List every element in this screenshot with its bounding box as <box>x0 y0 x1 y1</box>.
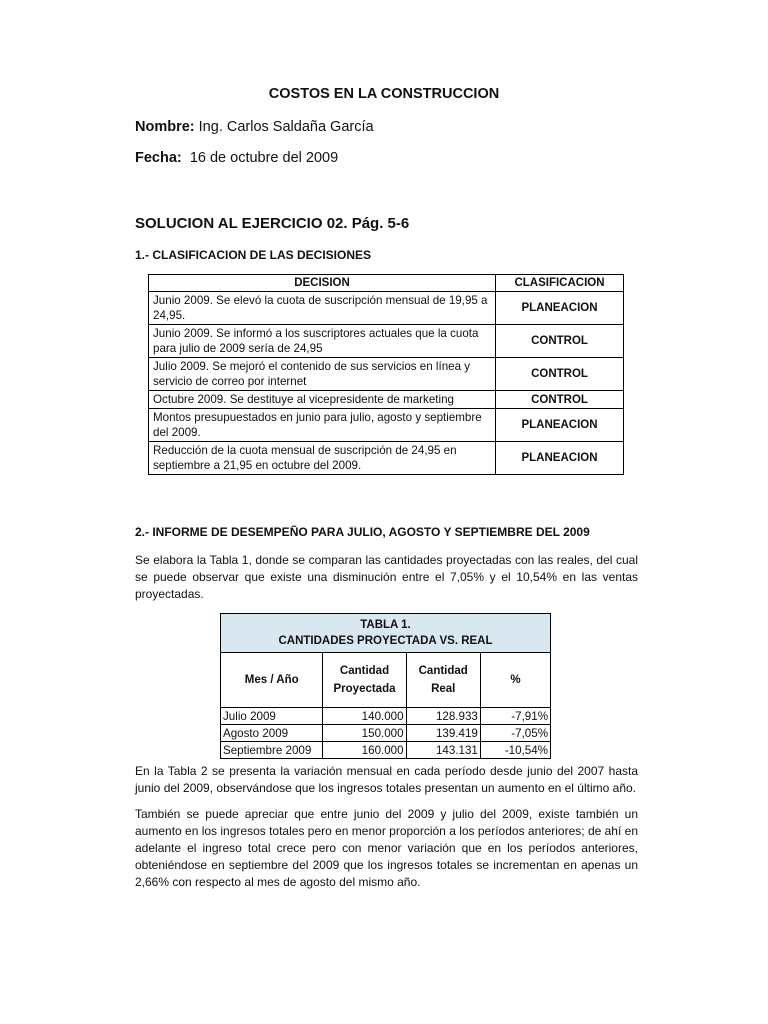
section1-heading: 1.- CLASIFICACION DE LAS DECISIONES <box>135 248 372 262</box>
tabla1-caption-line2: CANTIDADES PROYECTADA VS. REAL <box>278 635 493 647</box>
real-cell: 143.131 <box>406 742 480 759</box>
real-cell: 139.419 <box>406 725 480 742</box>
tabla1 <box>220 613 551 759</box>
tabla1-caption-row <box>221 614 551 653</box>
pct-cell: -7,05% <box>480 725 550 742</box>
tabla1-caption <box>221 614 551 653</box>
proyectada-column-header: Cantidad Proyectada <box>323 653 406 708</box>
decision-cell: Junio 2009. Se elevó la cuota de suscripción mensual de 19,95 a 24,95. <box>149 292 496 325</box>
clasificacion-cell: CONTROL <box>496 358 624 391</box>
tabla1-header-row <box>221 653 551 708</box>
clasificacion-cell: CONTROL <box>496 391 624 409</box>
fecha-line <box>135 150 338 166</box>
table-row <box>149 358 624 391</box>
fecha-label: Fecha: <box>135 150 182 166</box>
table-row <box>221 725 551 742</box>
decision-cell: Reducción de la cuota mensual de suscripción de 24,95 en septiembre a 21,95 en octubre del 2009. <box>149 442 496 475</box>
pct-cell: -7,91% <box>480 708 550 725</box>
nombre-label: Nombre: <box>135 119 195 135</box>
nombre-line <box>135 119 374 135</box>
section2-heading: 2.- INFORME DE DESEMPEÑO PARA JULIO, AGOSTO Y SEPTIEMBRE DEL 2009 <box>135 525 590 539</box>
tabla1-caption-line1: TABLA 1. <box>360 619 411 631</box>
table-row <box>149 325 624 358</box>
decisions-table <box>148 274 624 475</box>
clasificacion-column-header: CLASIFICACION <box>496 275 624 292</box>
mes-cell: Agosto 2009 <box>221 725 323 742</box>
proyectada-cell: 140.000 <box>323 708 406 725</box>
fecha-value: 16 de octubre del 2009 <box>189 150 339 166</box>
table-row <box>149 442 624 475</box>
pct-cell: -10,54% <box>480 742 550 759</box>
proyectada-cell: 160.000 <box>323 742 406 759</box>
pct-column-header: % <box>480 653 550 708</box>
clasificacion-cell: PLANEACION <box>496 292 624 325</box>
paragraph-1: Se elabora la Tabla 1, donde se comparan las cantidades proyectadas con las reales, del cual se puede observar que existe una disminución entre el 7,05% y el 10,54% en las ventas proyectadas. <box>135 553 638 601</box>
paragraph-2: En la Tabla 2 se presenta la variación mensual en cada período desde junio del 2007 hasta junio del 2009, observándose que los ingresos totales presentan un aumento en el último año. <box>135 764 638 795</box>
decisions-header-row <box>149 275 624 292</box>
decision-cell: Julio 2009. Se mejoró el contenido de sus servicios en línea y servicio de correo por internet <box>149 358 496 391</box>
table-row <box>221 708 551 725</box>
clasificacion-cell: CONTROL <box>496 325 624 358</box>
real-cell: 128.933 <box>406 708 480 725</box>
proyectada-cell: 150.000 <box>323 725 406 742</box>
clasificacion-cell: PLANEACION <box>496 442 624 475</box>
mes-column-header: Mes / Año <box>221 653 323 708</box>
decision-cell: Junio 2009. Se informó a los suscriptores actuales que la cuota para julio de 2009 sería de 24,95 <box>149 325 496 358</box>
table-row <box>149 409 624 442</box>
real-column-header: Cantidad Real <box>406 653 480 708</box>
mes-cell: Julio 2009 <box>221 708 323 725</box>
clasificacion-cell: PLANEACION <box>496 409 624 442</box>
document-title: COSTOS EN LA CONSTRUCCION <box>268 86 500 102</box>
table-row <box>149 292 624 325</box>
decision-column-header: DECISION <box>149 275 496 292</box>
table-row <box>221 742 551 759</box>
table-row <box>149 391 624 409</box>
solucion-heading: SOLUCION AL EJERCICIO 02. Pág. 5-6 <box>135 215 410 232</box>
decision-cell: Montos presupuestados en junio para julio, agosto y septiembre del 2009. <box>149 409 496 442</box>
mes-cell: Septiembre 2009 <box>221 742 323 759</box>
nombre-value: Ing. Carlos Saldaña García <box>198 119 374 135</box>
paragraph-3: También se puede apreciar que entre junio del 2009 y julio del 2009, existe también un aumento en los ingresos totales pero en menor proporción a los períodos anteriores; de ahí en adelante el ingreso total crece pero con menor variación que en los períodos anteriores, obteniéndose en septiembre del 2009 que los ingresos totales se incrementan en apenas un 2,66% con respecto al mes de agosto del mismo año. <box>135 807 638 889</box>
decision-cell: Octubre 2009. Se destituye al vicepresidente de marketing <box>149 391 496 409</box>
